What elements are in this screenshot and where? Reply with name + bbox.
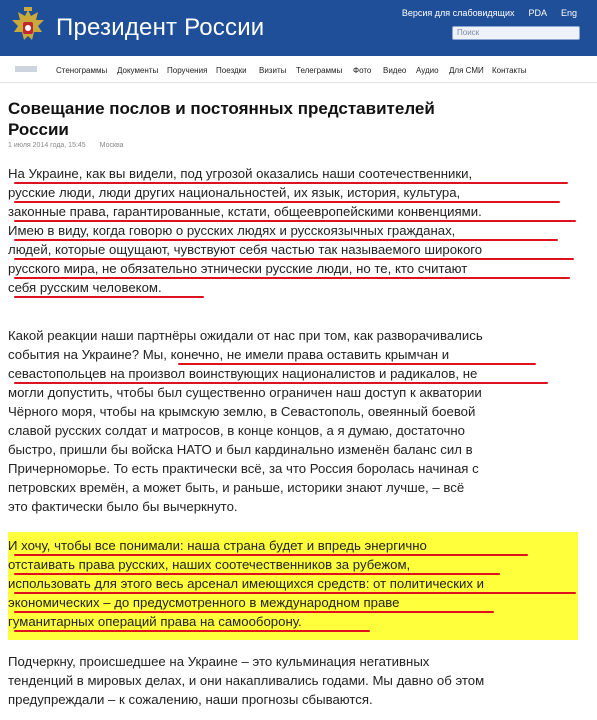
red-underline [14,296,204,298]
red-underline [14,592,576,594]
red-underline [14,201,560,203]
article-title-line: Совещание послов и постоянных представителей [8,99,435,118]
site-title[interactable]: Президент России [56,14,265,41]
nav-item-contacts[interactable]: Контакты [492,66,527,75]
text-line: Имею в виду, когда говорю о русских людях и русскоязычных гражданах, [8,223,456,238]
main-nav [0,58,597,83]
article-meta [8,142,124,149]
nav-item-documents[interactable]: Документы [117,66,159,75]
search-input[interactable]: Поиск [452,26,580,40]
text-line: гуманитарных операций права на самооборону. [8,614,302,629]
red-underline [14,258,574,260]
nav-item-trips[interactable]: Поездки [216,66,247,75]
russian-emblem-icon[interactable] [8,6,48,50]
text-line: русские люди, люди других национальностей, их язык, история, культура, [8,185,461,200]
nav-item-media[interactable]: Для СМИ [449,66,484,75]
red-underline [14,239,558,241]
text-line: это фактически было бы вычеркнуто. [8,499,238,514]
text-line: Чёрного моря, чтобы на крымскую землю, в Севастополь, овеянный боевой [8,404,476,419]
nav-item-telegrams[interactable]: Телеграммы [296,66,343,75]
text-line: тенденций в мировых делах, и они накапливались годами. Мы давно об этом [8,673,485,688]
site-header [0,0,597,56]
text-line: предупреждали – к сожалению, наши прогнозы сбываются. [8,692,373,707]
text-line: На Украине, как вы видели, под угрозой оказались наши соотечественники, [8,166,473,181]
nav-home[interactable] [15,66,37,72]
paragraph-3 [8,536,583,631]
nav-item-audio[interactable]: Аудио [416,66,439,75]
article-title-line: России [8,120,69,139]
nav-item-visits[interactable]: Визиты [259,66,287,75]
nav-item-transcripts[interactable]: Стенограммы [56,66,108,75]
nav-item-photo[interactable]: Фото [353,66,372,75]
article-title [8,98,448,140]
text-line: И хочу, чтобы все понимали: наша страна будет и впредь энергично [8,538,427,553]
text-line: Какой реакции наши партнёры ожидали от нас при том, как разворачивались [8,328,483,343]
red-underline [14,182,568,184]
text-line: севастопольцев на произвол воинствующих националистов и радикалов, не [8,366,478,381]
text-line: экономических – до предусмотренного в международном праве [8,595,400,610]
text-line: отстаивать права русских, наших соотечественников за рубежом, [8,557,411,572]
red-underline [14,382,548,384]
english-link[interactable]: Eng [560,8,577,18]
red-underline [14,554,528,556]
article-place: Москва [99,142,124,149]
text-line: быстро, пришли бы войска НАТО и был кардинально изменён баланс сил в [8,442,473,457]
pda-link[interactable]: PDA [528,8,547,18]
text-line: законные права, гарантированные, кстати, общеевропейскими конвенциями. [8,204,482,219]
text-line: использовать для этого весь арсенал имеющихся средств: от политических и [8,576,485,591]
paragraph-2 [8,326,583,516]
text-line: русского мира, не обязательно этнически русские люди, но те, кто считают [8,261,468,276]
article-date: 1 июля 2014 года, 15:45 [8,142,86,149]
text-line: петровских времён, а может быть, и раньше, историки знают лучше, – всё [8,480,465,495]
text-line: себя русским человеком. [8,280,162,295]
red-underline [14,573,500,575]
accessible-version-link[interactable]: Версия для слабовидящих [401,8,515,18]
red-underline [14,220,576,222]
nav-item-video[interactable]: Видео [383,66,407,75]
text-line: Причерноморье. То есть практически всё, за что Россия боролась начиная с [8,461,479,476]
nav-item-instructions[interactable]: Поручения [167,66,208,75]
red-underline [14,630,370,632]
text-line: людей, которые ощущают, чувствуют себя частью так называемого широкого [8,242,483,257]
text-line: события на Украине? Мы, конечно, не имели права оставить крымчан и [8,347,450,362]
red-underline [178,363,536,365]
text-line: Подчеркну, происшедшее на Украине – это кульминация негативных [8,654,430,669]
text-line: могли допустить, чтобы был существенно ограничен наш доступ к акватории [8,385,482,400]
red-underline [14,611,494,613]
red-underline [14,277,570,279]
text-line: славой русских солдат и матросов, в конце концов, а я думаю, достаточно [8,423,466,438]
top-links [402,8,577,18]
paragraph-4 [8,652,583,709]
